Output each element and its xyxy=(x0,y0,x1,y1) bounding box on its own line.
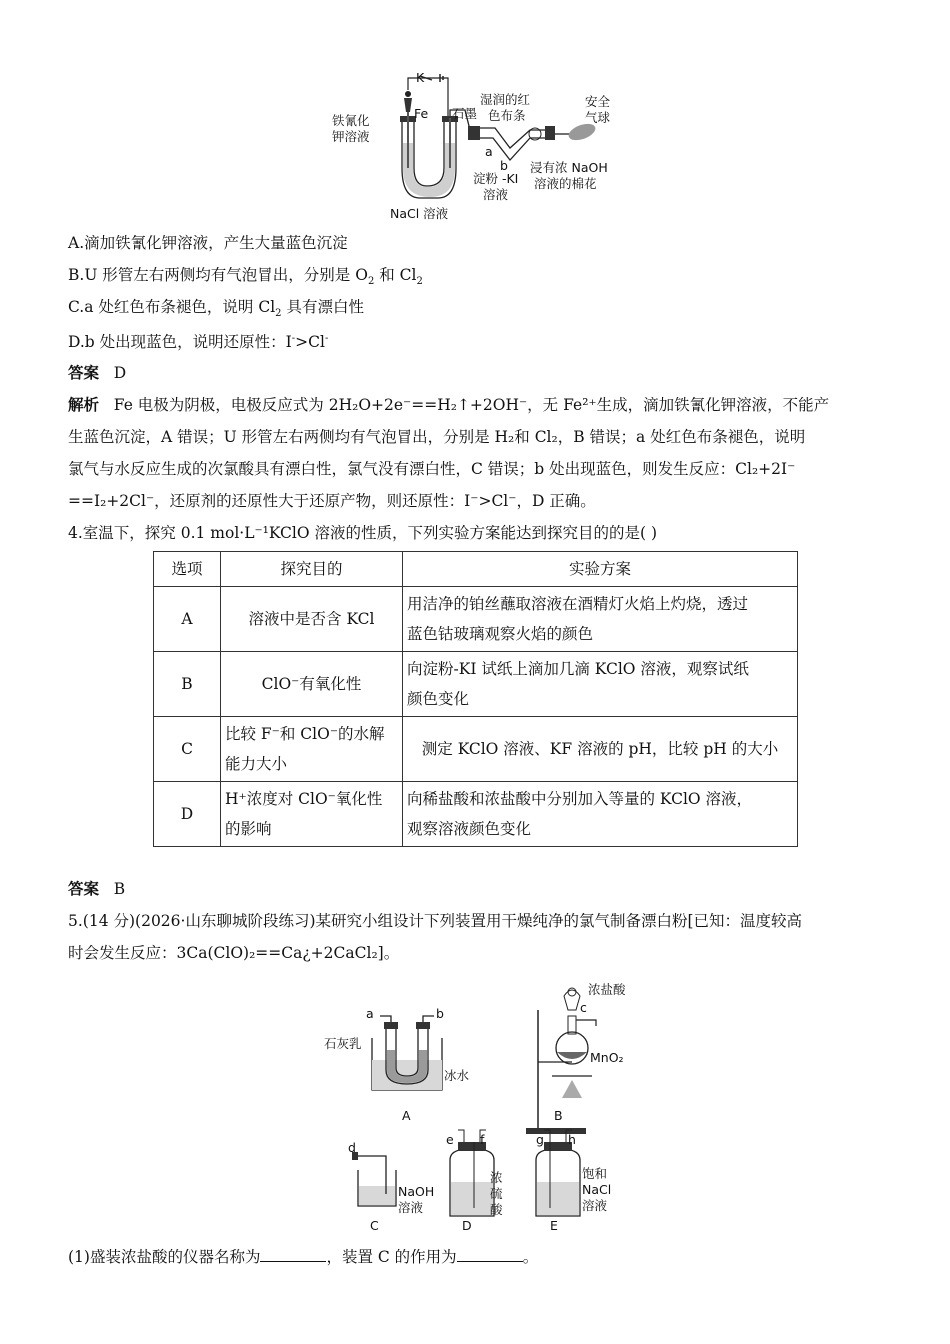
table-row xyxy=(154,652,798,717)
label-fig-e: E xyxy=(550,1218,558,1233)
label-ice: 冰水 xyxy=(444,1068,470,1083)
figure-electrolysis xyxy=(330,68,630,228)
label-h2so4-2: 硫 xyxy=(490,1186,503,1201)
label-d: d xyxy=(348,1140,356,1155)
table-header-row xyxy=(154,552,798,587)
q4-answer xyxy=(68,878,125,900)
row-a-plan: 用洁净的铂丝蘸取溶液在酒精灯火焰上灼烧，透过 蓝色钴玻璃观察火焰的颜色 xyxy=(403,587,798,652)
row-a-option: A xyxy=(154,587,221,652)
analysis-line-2: 生蓝色沉淀，A 错误；U 形管左右两侧均有气泡冒出，分别是 H₂和 Cl₂，B 错误；a 处红色布条褪色，说明 xyxy=(68,428,806,446)
row-c-option: C xyxy=(154,717,221,782)
header-purpose: 探究目的 xyxy=(221,552,403,587)
label-e: e xyxy=(446,1132,454,1147)
label-fe: Fe xyxy=(414,106,429,121)
q5-stem-line-1: 5.(14 分)(2026·山东聊城阶段练习)某研究小组设计下列装置用干燥纯净的氯气制备漂白粉[已知：温度较高 xyxy=(68,912,803,930)
table-row xyxy=(154,782,798,847)
label-fig-a: A xyxy=(402,1108,411,1123)
figure-chlorine-apparatus xyxy=(300,980,640,1242)
label-k: K xyxy=(416,70,425,85)
header-plan: 实验方案 xyxy=(403,552,798,587)
label-mno2: MnO₂ xyxy=(590,1050,624,1065)
label-naoh-1: NaOH xyxy=(398,1184,435,1199)
label-naoh-cotton-2: 溶液的棉花 xyxy=(534,176,597,191)
q5-sub1: (1)盛装浓盐酸的仪器名称为 ，装置 C 的作用为 。 xyxy=(68,1248,539,1266)
table-row xyxy=(154,587,798,652)
label-nacl-1: 饱和 xyxy=(582,1166,608,1181)
row-c-plan: 测定 KClO 溶液、KF 溶液的 pH，比较 pH 的大小 xyxy=(403,717,798,782)
row-a-purpose: 溶液中是否含 KCl xyxy=(221,587,403,652)
option-c: C.a 处红色布条褪色，说明 $Cl_2$ 具有漂白性 xyxy=(68,298,364,320)
row-b-plan: 向淀粉-KI 试纸上滴加几滴 KClO 溶液，观察试纸 颜色变化 xyxy=(403,652,798,717)
table-row xyxy=(154,717,798,782)
analysis-line-1: 解析 Fe 电极为阴极，电极反应式为 2H₂O+2e⁻==H₂↑+2OH⁻，无 Fe²⁺生成，滴加铁氰化钾溶液，不能产 xyxy=(68,396,830,414)
label-graphite: 石墨 xyxy=(452,106,478,121)
label-starch-ki-2: 溶液 xyxy=(483,187,509,202)
label-h2so4-1: 浓 xyxy=(490,1170,503,1185)
label-nacl: NaCl 溶液 xyxy=(390,206,449,221)
q4-stem: 4.室温下，探究 0.1 mol·L⁻¹KClO 溶液的性质，下列实验方案能达到探究目的的是( ) xyxy=(68,524,658,542)
label-lime: 石灰乳 xyxy=(324,1036,362,1051)
answer-value: B xyxy=(113,880,126,898)
label-h: h xyxy=(568,1132,576,1147)
row-d-option: D xyxy=(154,782,221,847)
label-balloon-2: 气球 xyxy=(585,110,611,125)
option-b: B.U 形管左右两侧均有气泡冒出，分别是 $O_2$ 和 $Cl_2$ xyxy=(68,266,423,288)
analysis-line-3: 氯气与水反应生成的次氯酸具有漂白性，氯气没有漂白性，C 错误；b 处出现蓝色，则发生反应：Cl₂+2I⁻ xyxy=(68,460,796,478)
label-nacl-3: 溶液 xyxy=(582,1198,608,1213)
label-ferricyanide-2: 钾溶液 xyxy=(332,129,370,144)
analysis-line-4: ==I₂+2Cl⁻，还原剂的还原性大于还原产物，则还原性：I⁻>Cl⁻，D 正确。 xyxy=(68,492,596,510)
label-hcl: 浓盐酸 xyxy=(588,982,626,997)
label-naoh-2: 溶液 xyxy=(398,1200,424,1215)
row-d-plan: 向稀盐酸和浓盐酸中分别加入等量的 KClO 溶液， 观察溶液颜色变化 xyxy=(403,782,798,847)
label-fig-c: C xyxy=(370,1218,379,1233)
row-b-option: B xyxy=(154,652,221,717)
option-d: D.b 处出现蓝色，说明还原性：I->Cl- xyxy=(68,333,329,352)
label-nacl-2: NaCl xyxy=(582,1182,612,1197)
label-f: f xyxy=(480,1132,485,1147)
answer-label: 答案 xyxy=(68,880,100,898)
label-a: a xyxy=(485,144,493,159)
q3-answer xyxy=(68,362,126,384)
label-starch-ki-1: 淀粉 -KI xyxy=(473,171,519,186)
option-a: A.滴加铁氰化钾溶液，产生大量蓝色沉淀 xyxy=(68,234,348,252)
label-a: a xyxy=(366,1006,374,1021)
label-c: c xyxy=(580,1000,587,1015)
label-b: b xyxy=(500,158,508,173)
label-ferricyanide-1: 铁氰化 xyxy=(332,113,370,128)
label-naoh-cotton-1: 浸有浓 NaOH xyxy=(530,160,608,175)
answer-label: 答案 xyxy=(68,364,100,382)
row-d-purpose: H⁺浓度对 ClO⁻氧化性 的影响 xyxy=(221,782,403,847)
row-c-purpose: 比较 F⁻和 ClO⁻的水解 能力大小 xyxy=(221,717,403,782)
label-h2so4-3: 酸 xyxy=(490,1202,503,1217)
label-g: g xyxy=(536,1132,544,1147)
label-fig-b: B xyxy=(554,1108,563,1123)
row-b-purpose: ClO⁻有氧化性 xyxy=(221,652,403,717)
answer-blank-2[interactable] xyxy=(457,1247,523,1262)
label-balloon-1: 安全 xyxy=(585,94,611,109)
label-b: b xyxy=(436,1006,444,1021)
label-red-strip-1: 湿润的红 xyxy=(480,92,531,107)
analysis-label: 解析 xyxy=(68,396,100,414)
answer-value: D xyxy=(113,364,127,382)
label-fig-d: D xyxy=(462,1218,472,1233)
label-red-strip-2: 色布条 xyxy=(488,108,526,123)
answer-blank-1[interactable] xyxy=(260,1247,326,1262)
header-option: 选项 xyxy=(154,552,221,587)
q4-table xyxy=(153,551,798,847)
q5-stem-line-2: 时会发生反应：3Ca(ClO)₂==Ca¿+2CaCl₂]。 xyxy=(68,944,400,962)
